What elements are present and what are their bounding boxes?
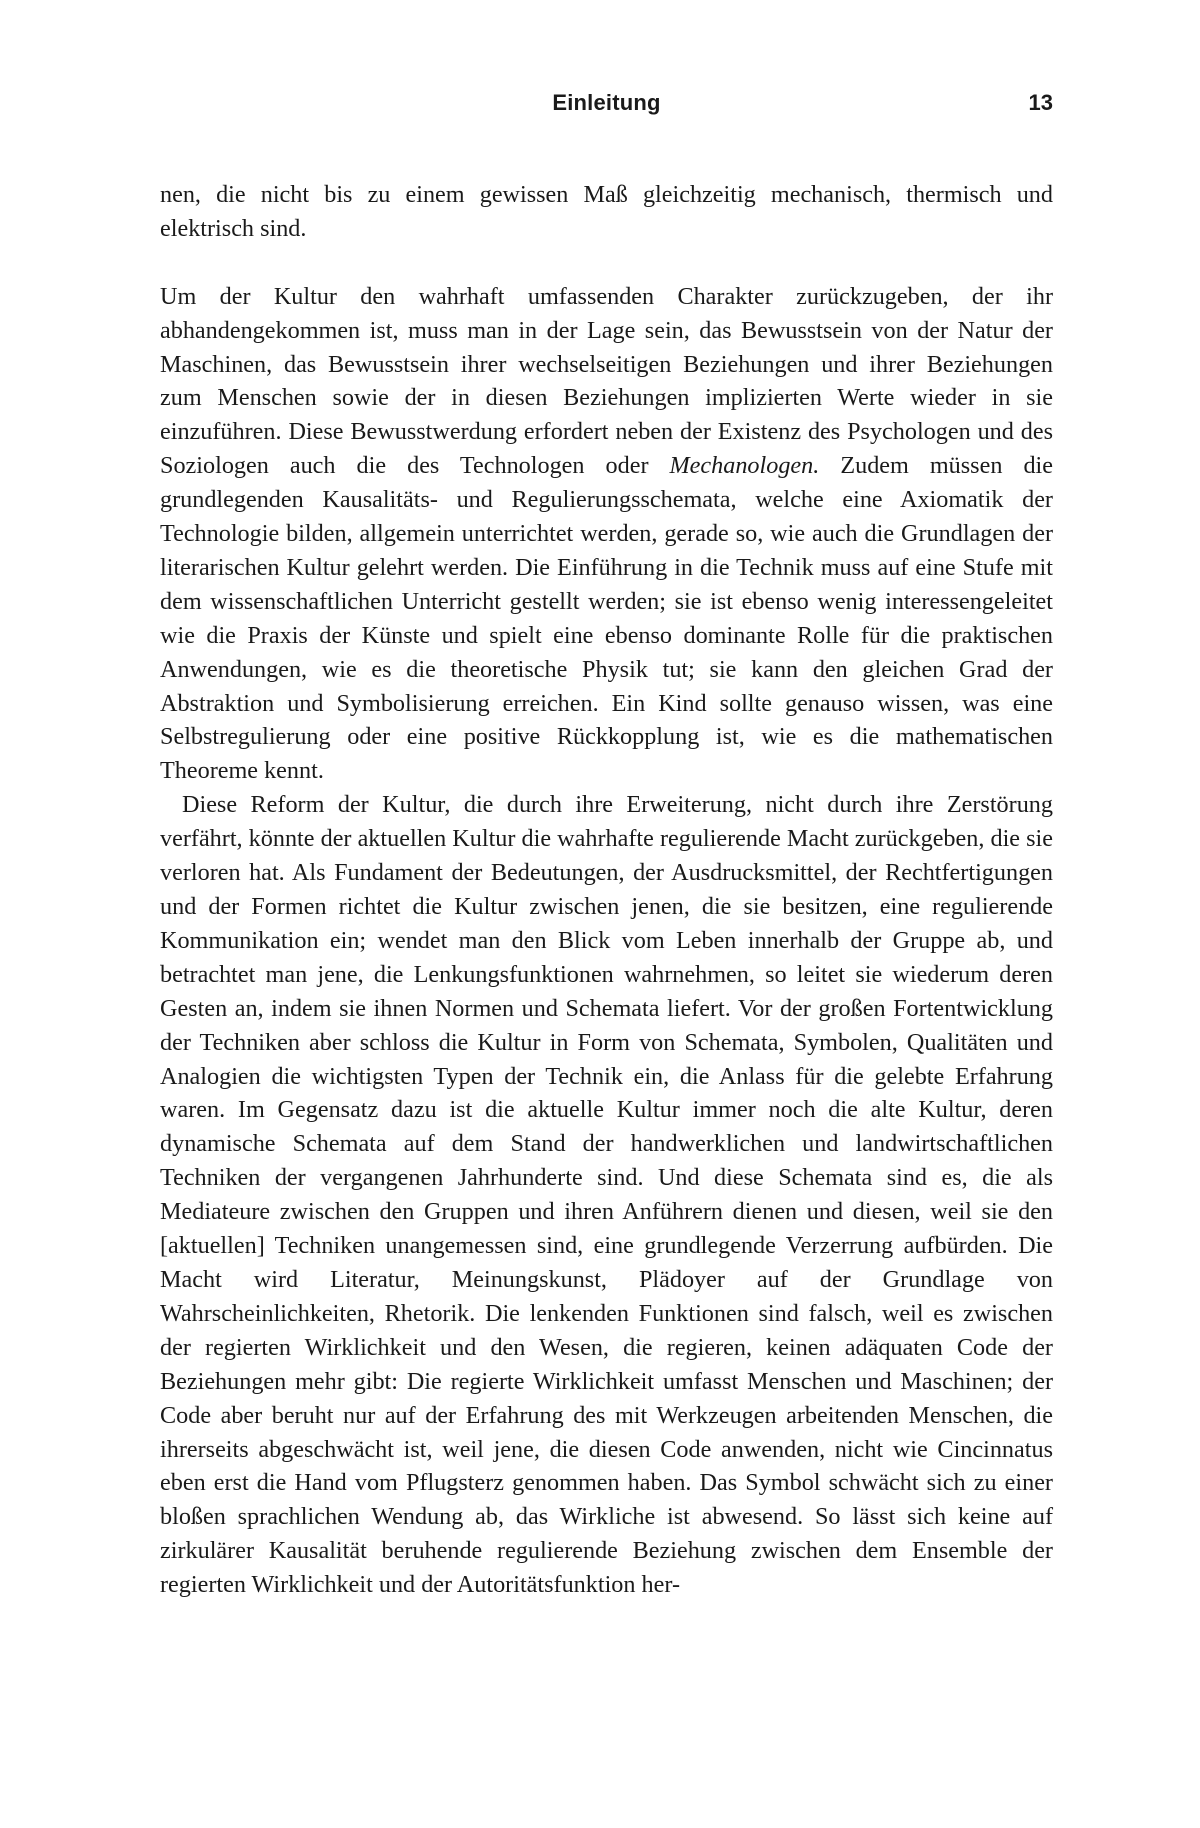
paragraph-text-after-emphasis: Zudem müssen die grundlegenden Kausalitäts- und Regulierungsschemata, welche eine Axiomatik der Technologie bilden, allgemein unterrichtet werden, gerade so, wie auch die Grundlagen der literarischen Kultur gelehrt werden. Die Einführung in die Technik muss auf eine Stufe mit dem wissenschaftlichen Unterricht gestellt werden; sie ist ebenso wenig interessengeleitet wie die Praxis der Künste und spielt eine ebenso dominante Rolle für die praktischen Anwendungen, wie es die theoretische Physik tut; sie kann den gleichen Grad der Abstraktion und Symbolisierung erreichen. Ein Kind sollte genauso wissen, was eine Selbstregulierung oder eine positive Rückkopplung ist, wie es die mathematischen Theoreme kennt.: [160, 452, 1053, 785]
emphasis-term: Mechanologen.: [669, 452, 820, 480]
paragraph-culture-reform: Diese Reform der Kultur, die durch ihre Erweiterung, nicht durch ihre Zerstörung verfährt, könnte der aktuellen Kultur die wahrhafte regulierende Macht zurückgeben, die sie verloren hat. Als Fundament der Bedeutungen, der Ausdrucksmittel, der Rechtfertigungen und der Formen richtet die Kultur zwischen jenen, die sie besitzen, eine regulierende Kommunikation ein; wendet man den Blick vom Leben innerhalb der Gruppe ab, und betrachtet man jene, die Lenkungsfunktionen wahrnehmen, so leitet sie wiederum deren Gesten an, indem sie ihnen Normen und Schemata liefert. Vor der großen Fortentwicklung der Techniken aber schloss die Kultur in Form von Schemata, Symbolen, Qualitäten und Analogien die wichtigsten Typen der Technik ein, die Anlass für die gelebte Erfahrung waren. Im Gegensatz dazu ist die aktuelle Kultur immer noch die alte Kultur, deren dynamische Schemata auf dem Stand der handwerklichen und landwirtschaftlichen Techniken der vergangenen Jahrhunderte sind. Und diese Schemata sind es, die als Mediateure zwischen den Gruppen und ihren Anführern dienen und diesen, weil sie den [aktuellen] Techniken unangemessen sind, eine grundlegende Verzerrung aufbürden. Die Macht wird Literatur, Meinungskunst, Plädoyer auf der Grundlage von Wahrscheinlichkeiten, Rhetorik. Die lenkenden Funktionen sind falsch, weil es zwischen der regierten Wirklichkeit und den Wesen, die regieren, keinen adäquaten Code der Beziehungen mehr gibt: Die regierte Wirklichkeit umfasst Menschen und Maschinen; der Code aber beruht nur auf der Erfahrung des mit Werkzeugen arbeitenden Menschen, die ihrerseits abgeschwächt ist, weil jene, die diesen Code anwenden, nicht wie Cincinnatus eben erst die Hand vom Pflugsterz genommen haben. Das Symbol schwächt sich zu einer bloßen sprachlichen Wendung ab, das Wirkliche ist abwesend. So lässt sich keine auf zirkulärer Kausalität beruhende regulierende Beziehung zwischen dem Ensemble der regierten Wirklichkeit und der Autoritätsfunktion her-: [160, 791, 1053, 1599]
running-header: [160, 90, 1053, 124]
body-text: [160, 178, 1053, 1602]
paragraph-continuation: nen, die nicht bis zu einem gewissen Maß gleichzeitig mechanisch, thermisch und elektrisch sind.: [160, 181, 1053, 242]
page-number: 13: [1028, 90, 1053, 115]
paragraph-text-before-emphasis: Um der Kultur den wahrhaft umfassenden Charakter zurückzugeben, der ihr abhandengekommen ist, muss man in der Lage sein, das Bewusstsein von der Natur der Maschinen, das Bewusstsein ihrer wechselseitigen Beziehungen und ihrer Beziehungen zum Menschen sowie der in diesen Beziehungen implizierten Werte wieder in sie einzuführen. Diese Bewusstwerdung erfordert neben der Existenz des Psychologen und des Soziologen auch die des Technologen oder: [160, 282, 1053, 480]
chapter-title: Einleitung: [552, 90, 661, 115]
paragraph-culture-mechanology: [160, 280, 1053, 789]
